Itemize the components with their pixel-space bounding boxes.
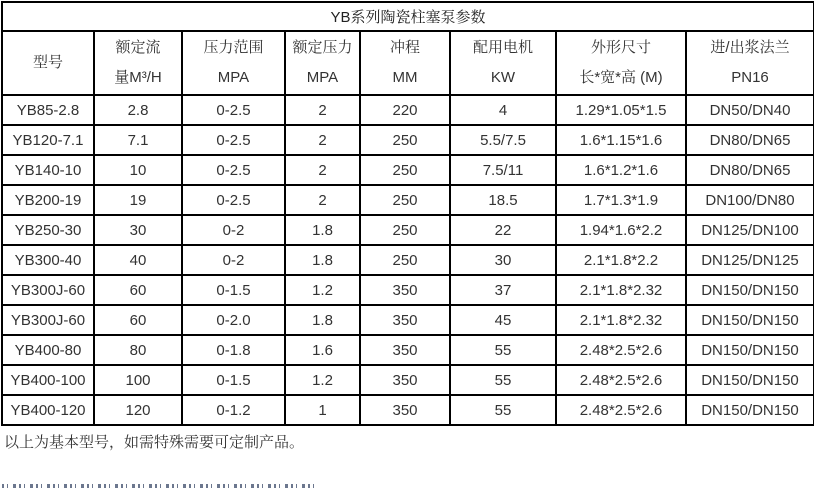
cell-dimensions: 1.6*1.2*1.6 <box>556 155 686 185</box>
cell-rated-flow: 19 <box>94 185 182 215</box>
cell-rated-flow: 120 <box>94 395 182 425</box>
table-row <box>2 305 814 335</box>
cell-rated-flow: 100 <box>94 365 182 395</box>
column-header-line: 配用电机 <box>472 39 533 56</box>
cell-motor-power: 55 <box>450 365 556 395</box>
cell-model: YB250-30 <box>2 215 94 245</box>
cell-motor-power: 7.5/11 <box>450 155 556 185</box>
column-header-line: 压力范围 <box>203 39 264 56</box>
cell-flange: DN50/DN40 <box>686 95 814 125</box>
cell-rated-flow: 7.1 <box>94 125 182 155</box>
column-header-flange <box>686 31 814 95</box>
cell-rated-flow: 2.8 <box>94 95 182 125</box>
cell-flange: DN150/DN150 <box>686 305 814 335</box>
cell-stroke: 250 <box>360 125 450 155</box>
column-header-pressure-range <box>182 31 285 95</box>
table-row <box>2 125 814 155</box>
cell-stroke: 350 <box>360 395 450 425</box>
column-header-line: 型号 <box>32 54 63 71</box>
cell-pressure-range: 0-1.2 <box>182 395 285 425</box>
cell-motor-power: 18.5 <box>450 185 556 215</box>
cell-stroke: 350 <box>360 305 450 335</box>
cell-model: YB300-40 <box>2 245 94 275</box>
cell-flange: DN150/DN150 <box>686 335 814 365</box>
column-header-rated-pressure <box>285 31 360 95</box>
cell-rated-pressure: 1.8 <box>285 245 360 275</box>
cell-model: YB400-100 <box>2 365 94 395</box>
cell-stroke: 350 <box>360 275 450 305</box>
cell-pressure-range: 0-2 <box>182 215 285 245</box>
cell-pressure-range: 0-2.5 <box>182 155 285 185</box>
cell-flange: DN80/DN65 <box>686 125 814 155</box>
table-row <box>2 335 814 365</box>
cell-rated-pressure: 2 <box>285 125 360 155</box>
cell-stroke: 250 <box>360 215 450 245</box>
cell-motor-power: 37 <box>450 275 556 305</box>
cell-motor-power: 4 <box>450 95 556 125</box>
cell-stroke: 250 <box>360 155 450 185</box>
cell-rated-pressure: 1.2 <box>285 365 360 395</box>
cell-rated-pressure: 2 <box>285 185 360 215</box>
cell-flange: DN125/DN125 <box>686 245 814 275</box>
cell-flange: DN125/DN100 <box>686 215 814 245</box>
column-header-line: 额定流 <box>115 39 161 56</box>
cell-dimensions: 2.1*1.8*2.2 <box>556 245 686 275</box>
column-header-line: 量M³/H <box>114 69 162 86</box>
footer-note: 以上为基本型号，如需特殊需要可定制产品。 <box>4 434 305 451</box>
column-header-motor-power <box>450 31 556 95</box>
cell-motor-power: 45 <box>450 305 556 335</box>
cell-pressure-range: 0-2.5 <box>182 125 285 155</box>
cell-pressure-range: 0-2.0 <box>182 305 285 335</box>
column-header-line: KW <box>490 69 516 86</box>
cell-dimensions: 1.6*1.15*1.6 <box>556 125 686 155</box>
table-row <box>2 275 814 305</box>
table-title: YB系列陶瓷柱塞泵参数 <box>2 2 814 31</box>
column-header-line: 进/出浆法兰 <box>710 39 790 56</box>
column-header-model <box>2 31 94 95</box>
column-header-line: 外形尺寸 <box>590 39 651 56</box>
cell-motor-power: 55 <box>450 335 556 365</box>
cell-stroke: 220 <box>360 95 450 125</box>
table-row <box>2 365 814 395</box>
cell-rated-pressure: 2 <box>285 155 360 185</box>
cell-dimensions: 2.1*1.8*2.32 <box>556 275 686 305</box>
column-header-line: MM <box>392 69 418 86</box>
cell-flange: DN80/DN65 <box>686 155 814 185</box>
cell-model: YB300J-60 <box>2 305 94 335</box>
cell-model: YB400-120 <box>2 395 94 425</box>
column-header-rated-flow <box>94 31 182 95</box>
column-header-line: MPA <box>217 69 250 86</box>
cell-rated-pressure: 1.8 <box>285 305 360 335</box>
cell-dimensions: 2.1*1.8*2.32 <box>556 305 686 335</box>
cell-pressure-range: 0-1.5 <box>182 275 285 305</box>
cell-motor-power: 5.5/7.5 <box>450 125 556 155</box>
cell-dimensions: 1.7*1.3*1.9 <box>556 185 686 215</box>
pump-parameters-table <box>1 1 814 426</box>
cell-stroke: 250 <box>360 245 450 275</box>
cell-rated-pressure: 2 <box>285 95 360 125</box>
clipped-text-fragment <box>2 484 314 488</box>
cell-model: YB140-10 <box>2 155 94 185</box>
cell-model: YB300J-60 <box>2 275 94 305</box>
table-row <box>2 155 814 185</box>
cell-model: YB200-19 <box>2 185 94 215</box>
cell-pressure-range: 0-1.5 <box>182 365 285 395</box>
cell-dimensions: 1.29*1.05*1.5 <box>556 95 686 125</box>
cell-rated-pressure: 1.6 <box>285 335 360 365</box>
table-row <box>2 185 814 215</box>
cell-dimensions: 2.48*2.5*2.6 <box>556 335 686 365</box>
cell-pressure-range: 0-2 <box>182 245 285 275</box>
title-row <box>2 2 814 31</box>
column-header-dimensions <box>556 31 686 95</box>
cell-stroke: 250 <box>360 185 450 215</box>
cell-pressure-range: 0-1.8 <box>182 335 285 365</box>
cell-flange: DN150/DN150 <box>686 395 814 425</box>
cell-rated-flow: 30 <box>94 215 182 245</box>
cell-rated-pressure: 1.8 <box>285 215 360 245</box>
cell-stroke: 350 <box>360 365 450 395</box>
column-header-line: 冲程 <box>389 39 420 56</box>
cell-rated-flow: 40 <box>94 245 182 275</box>
cell-motor-power: 22 <box>450 215 556 245</box>
cell-rated-flow: 60 <box>94 305 182 335</box>
cell-flange: DN150/DN150 <box>686 275 814 305</box>
cell-dimensions: 1.94*1.6*2.2 <box>556 215 686 245</box>
cell-pressure-range: 0-2.5 <box>182 95 285 125</box>
cell-dimensions: 2.48*2.5*2.6 <box>556 395 686 425</box>
cell-rated-flow: 80 <box>94 335 182 365</box>
cell-motor-power: 30 <box>450 245 556 275</box>
column-header-stroke <box>360 31 450 95</box>
cell-rated-pressure: 1 <box>285 395 360 425</box>
cell-stroke: 350 <box>360 335 450 365</box>
cell-dimensions: 2.48*2.5*2.6 <box>556 365 686 395</box>
column-header-line: PN16 <box>731 69 769 86</box>
table-row <box>2 95 814 125</box>
column-header-line: 额定压力 <box>292 39 353 56</box>
table-row <box>2 215 814 245</box>
cell-model: YB400-80 <box>2 335 94 365</box>
cell-model: YB85-2.8 <box>2 95 94 125</box>
header-row <box>2 31 814 95</box>
cell-pressure-range: 0-2.5 <box>182 185 285 215</box>
cell-flange: DN100/DN80 <box>686 185 814 215</box>
cell-flange: DN150/DN150 <box>686 365 814 395</box>
table-row <box>2 395 814 425</box>
cell-rated-flow: 60 <box>94 275 182 305</box>
cell-model: YB120-7.1 <box>2 125 94 155</box>
cell-rated-flow: 10 <box>94 155 182 185</box>
cell-rated-pressure: 1.2 <box>285 275 360 305</box>
column-header-line: MPA <box>306 69 339 86</box>
cell-motor-power: 55 <box>450 395 556 425</box>
column-header-line: 长*宽*高 (M) <box>579 69 663 86</box>
table-row <box>2 245 814 275</box>
